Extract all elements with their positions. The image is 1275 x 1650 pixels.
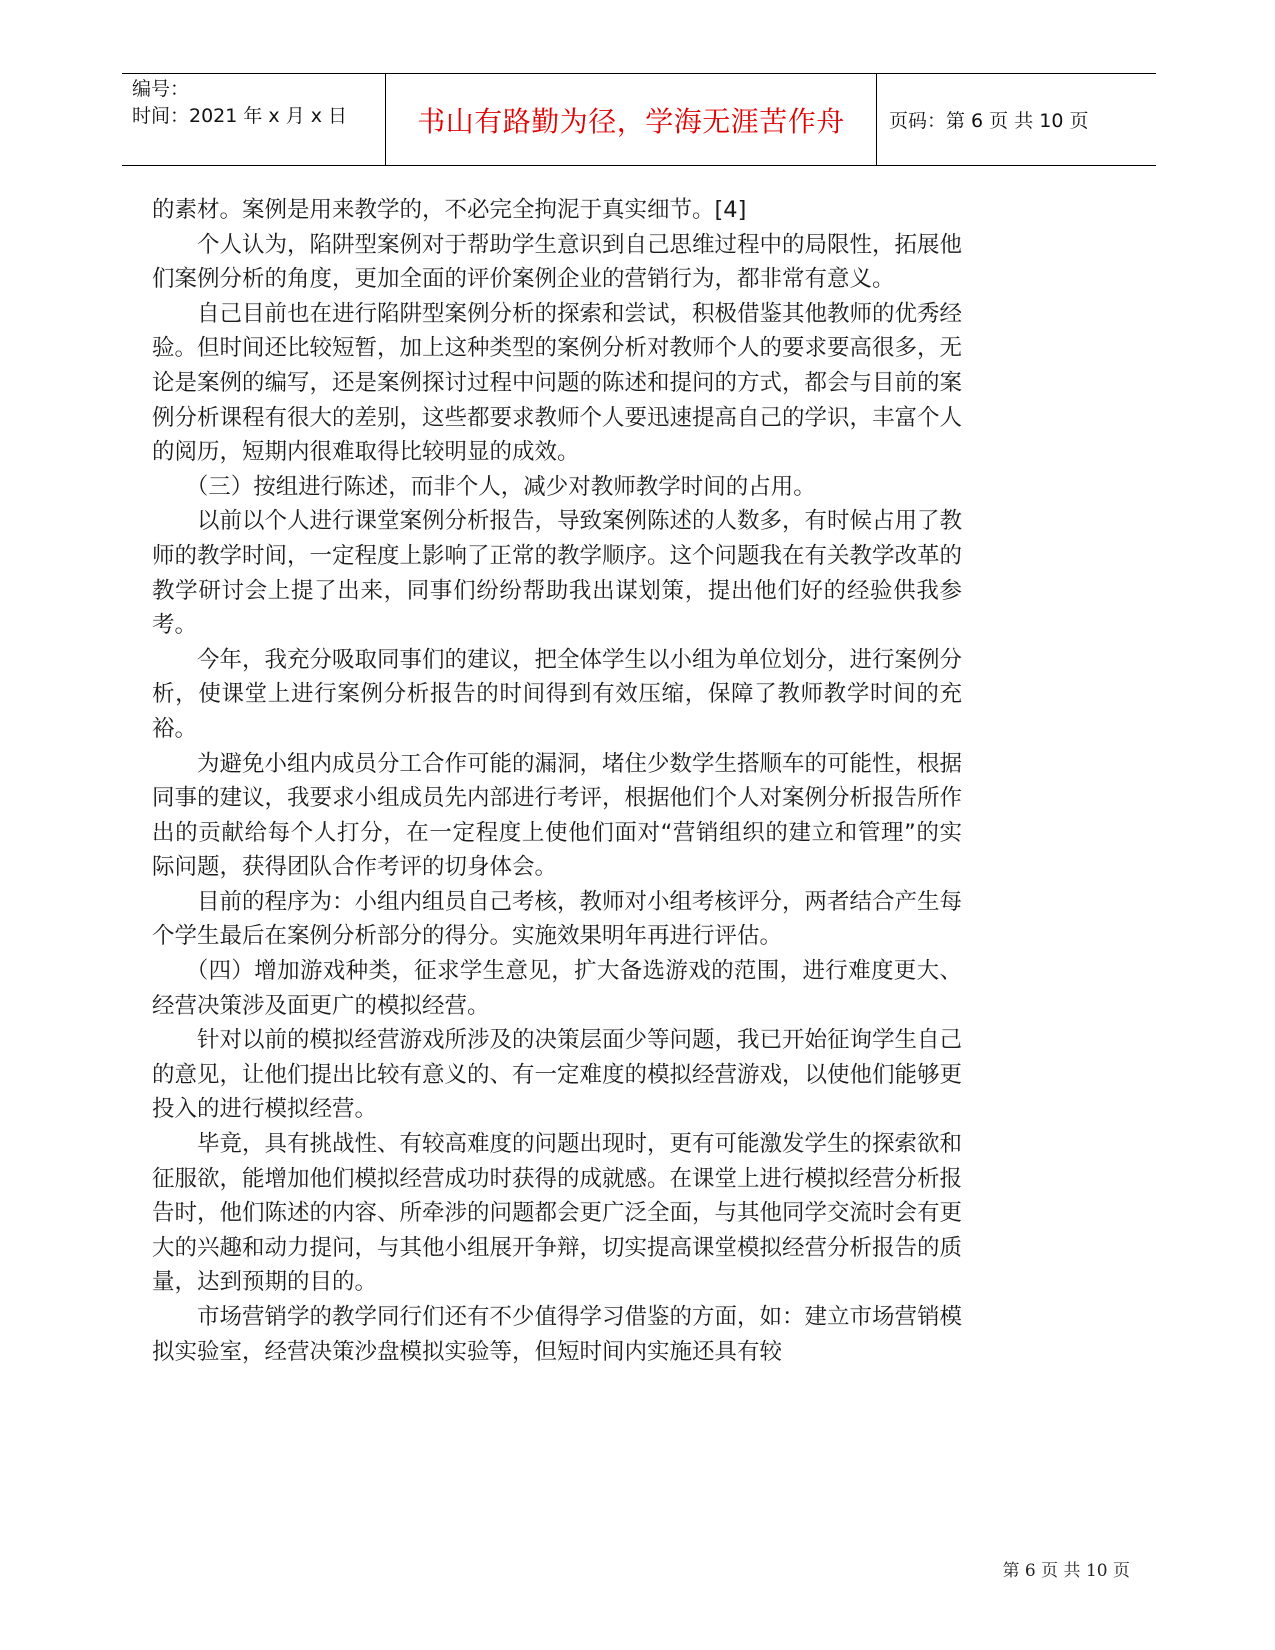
body-paragraph: 市场营销学的教学同行们还有不少值得学习借鉴的方面，如：建立市场营销模拟实验室，经营决策沙盘模拟实验等，但短时间内实施还具有较: [152, 1304, 963, 1365]
header-motto: 书山有路勤为径，学海无涯苦作舟: [385, 74, 877, 165]
body-paragraph: 为避免小组内成员分工合作可能的漏洞，堵住少数学生搭顺车的可能性，根据同事的建议，我要求小组成员先内部进行考评，根据他们个人对案例分析报告所作出的贡献给每个人打分，在一定程度上使他们面对“营销组织的建立和管理”的实际问题，获得团队合作考评的切身体会。: [152, 750, 963, 881]
header-meta: [122, 74, 385, 165]
body-paragraph: （四）增加游戏种类，征求学生意见，扩大备选游戏的范围，进行难度更大、经营决策涉及面更广的模拟经营。: [152, 958, 962, 1019]
document-body: [152, 193, 962, 1369]
body-paragraph: 个人认为，陷阱型案例对于帮助学生意识到自己思维过程中的局限性，拓展他们案例分析的角度，更加全面的评价案例企业的营销行为，都非常有意义。: [152, 231, 963, 293]
document-date: 时间：2021 年 x 月 x 日: [132, 105, 348, 127]
body-paragraph: 以前以个人进行课堂案例分析报告，导致案例陈述的人数多，有时候占用了教师的教学时间，一定程度上影响了正常的教学顺序。这个问题我在有关教学改革的教学研讨会上提了出来，同事们纷纷帮助我出谋划策，提出他们好的经验供我参考。: [152, 508, 963, 639]
header-page-info: 页码：第 6 页 共 10 页: [889, 110, 1089, 132]
body-paragraph: 今年，我充分吸取同事们的建议，把全体学生以小组为单位划分，进行案例分析，使课堂上进行案例分析报告的时间得到有效压缩，保障了教师教学时间的充裕。: [152, 646, 963, 742]
body-paragraph: 的素材。案例是用来教学的，不必完全拘泥于真实细节。[4]: [152, 197, 747, 223]
page-footer: 第 6 页 共 10 页: [1002, 1561, 1130, 1581]
document-number-label: 编号：: [132, 78, 190, 100]
body-paragraph: 自己目前也在进行陷阱型案例分析的探索和尝试，积极借鉴其他教师的优秀经验。但时间还比较短暂，加上这种类型的案例分析对教师个人的要求要高很多，无论是案例的编写，还是案例探讨过程中问题的陈述和提问的方式，都会与目前的案例分析课程有很大的差别，这些都要求教师个人要迅速提高自己的学识，丰富个人的阅历，短期内很难取得比较明显的成效。: [152, 300, 963, 466]
page-header: [122, 73, 1156, 166]
body-paragraph: （三）按组进行陈述，而非个人，减少对教师教学时间的占用。: [185, 473, 816, 500]
body-paragraph: 目前的程序为：小组内组员自己考核，教师对小组考核评分，两者结合产生每个学生最后在案例分析部分的得分。实施效果明年再进行评估。: [152, 888, 963, 950]
body-paragraph: 针对以前的模拟经营游戏所涉及的决策层面少等问题，我已开始征询学生自己的意见，让他们提出比较有意义的、有一定难度的模拟经营游戏，以使他们能够更投入的进行模拟经营。: [152, 1027, 963, 1123]
body-paragraph: 毕竟，具有挑战性、有较高难度的问题出现时，更有可能激发学生的探索欲和征服欲，能增加他们模拟经营成功时获得的成就感。在课堂上进行模拟经营分析报告时，他们陈述的内容、所牵涉的问题都会更广泛全面，与其他同学交流时会有更大的兴趣和动力提问，与其他小组展开争辩，切实提高课堂模拟经营分析报告的质量，达到预期的目的。: [152, 1131, 963, 1296]
